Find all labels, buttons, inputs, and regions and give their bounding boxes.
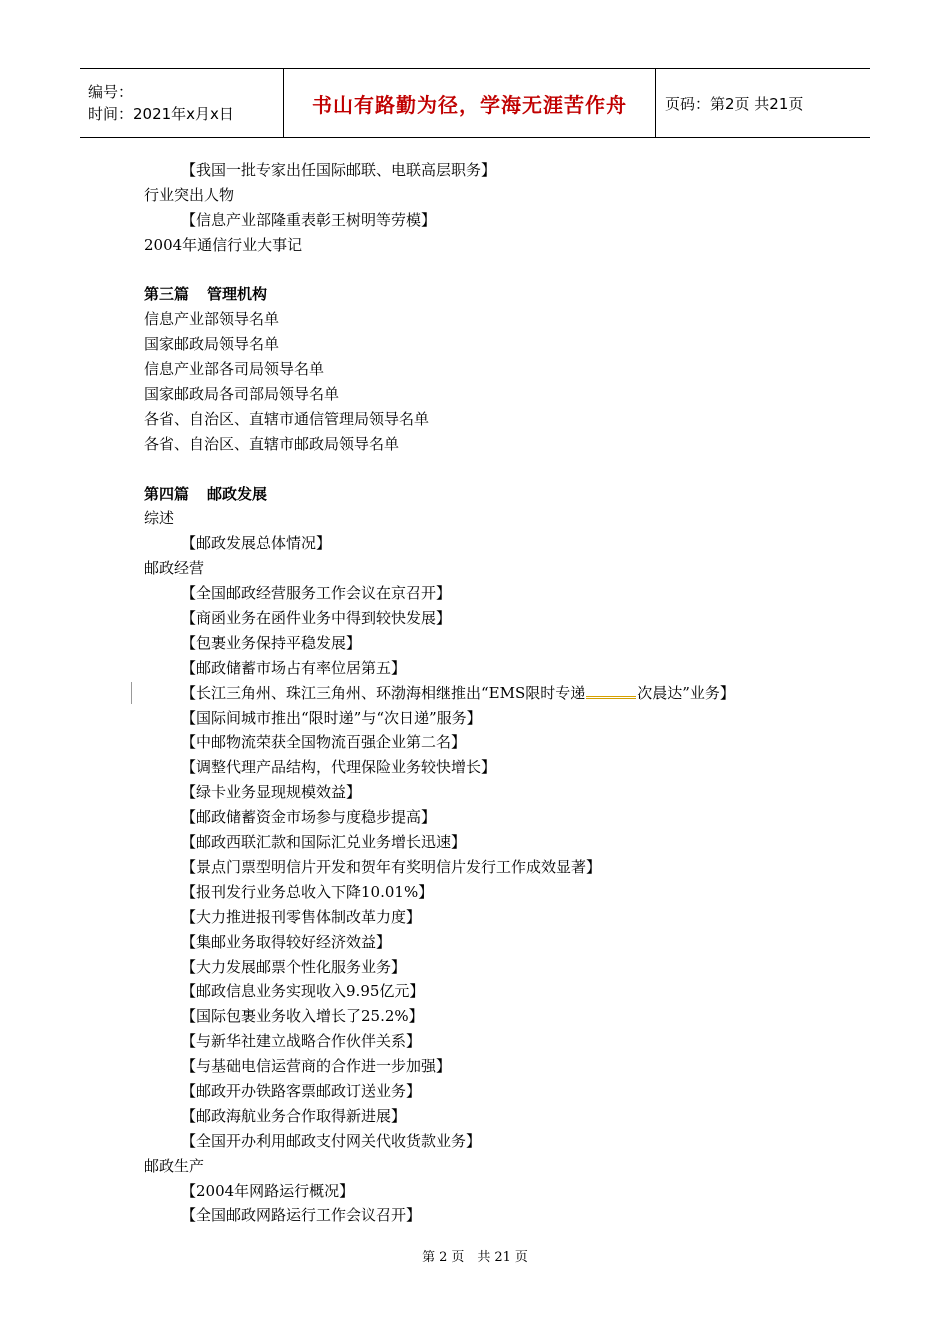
production-label: 邮政生产 [144, 1156, 205, 1175]
list-item: 【我国一批专家出任国际邮联、电联高层职务】 [181, 161, 497, 179]
footer-prefix: 第 [422, 1250, 436, 1265]
list-item: 【邮政西联汇款和国际汇兑业务增长迅速】 [181, 833, 467, 852]
blank-line [144, 457, 844, 482]
section3-title: 管理机构 [207, 285, 268, 304]
list-item: 【全国开办利用邮政支付网关代收货款业务】 [181, 1131, 482, 1150]
section4-title: 邮政发展 [207, 484, 268, 503]
list-item: 【与新华社建立战略合作伙伴关系】 [181, 1032, 422, 1051]
list-item: 【大力发展邮票个性化服务业务】 [181, 957, 407, 976]
list-item: 【景点门票型明信片开发和贺年有奖明信片发行工作成效显著】 [181, 857, 602, 876]
operation-label: 邮政经营 [144, 559, 205, 578]
list-item: 【信息产业部隆重表彰王树明等劳模】 [181, 210, 437, 229]
list-item: 【邮政储蓄资金市场参与度稳步提高】 [181, 808, 437, 827]
list-item: 【大力推进报刊零售体制改革力度】 [181, 907, 422, 926]
list-item: 【调整代理产品结构，代理保险业务较快增长】 [181, 758, 497, 777]
list-item: 【中邮物流荣获全国物流百强企业第二名】 [181, 733, 467, 752]
header-page-label: 页码：第2页 共21页 [665, 94, 804, 113]
footer-middle: 页 共 [451, 1250, 491, 1265]
header-page-cell [656, 69, 870, 137]
summary-list [144, 531, 844, 556]
list-item: 【与基础电信运营商的合作进一步加强】 [181, 1057, 452, 1076]
list-item: 【报刊发行业务总收入下降10.01%】 [181, 882, 434, 901]
footer-total-pages: 21 [494, 1250, 511, 1265]
production-list [144, 1179, 844, 1229]
list-item: 【邮政储蓄市场占有率位居第五】 [181, 658, 407, 677]
list-item: 国家邮政局领导名单 [144, 335, 280, 354]
list-item: 国家邮政局各司部局领导名单 [144, 385, 340, 404]
page-footer [0, 1246, 950, 1265]
list-item: 【全国邮政网路运行工作会议召开】 [181, 1206, 422, 1225]
list-item: 【邮政信息业务实现收入9.95亿元】 [181, 982, 425, 1001]
tracked-dash-mark [586, 688, 636, 699]
section4-heading [144, 482, 844, 507]
list-item: 各省、自治区、直辖市通信管理局领导名单 [144, 409, 430, 428]
list-item: 【包裹业务保持平稳发展】 [181, 633, 362, 652]
section3-heading [144, 282, 844, 307]
section4-part: 第四篇 [144, 484, 190, 503]
serial-label: 编号： [88, 83, 134, 101]
page-header [80, 68, 870, 138]
ems-text-before: 【长江三角州、珠江三角州、环渤海相继推出“EMS限时专递 [181, 683, 586, 702]
list-item: 【绿卡业务显现规模效益】 [181, 783, 362, 802]
blank-line [144, 258, 844, 283]
section3-list [144, 307, 844, 456]
revision-bar [131, 682, 132, 704]
list-item: 【邮政海航业务合作取得新进展】 [181, 1106, 407, 1125]
list-item: 2004年通信行业大事记 [144, 235, 303, 254]
list-item: 【国际间城市推出“限时递”与“次日递”服务】 [181, 708, 482, 727]
document-body [144, 158, 844, 1228]
list-item: 【商函业务在函件业务中得到较快发展】 [181, 609, 452, 628]
summary-label: 综述 [144, 509, 175, 528]
list-item: 【集邮业务取得较好经济效益】 [181, 932, 392, 951]
list-item: 行业突出人物 [144, 185, 235, 204]
ems-list-item [144, 681, 844, 706]
operation-list-a [144, 581, 844, 681]
header-motto: 书山有路勤为径，学海无涯苦作舟 [312, 92, 627, 117]
list-item: 【国际包裹业务收入增长了25.2%】 [181, 1007, 424, 1026]
operation-list-b [144, 706, 844, 1154]
footer-page-number: 2 [439, 1250, 448, 1265]
section3-part: 第三篇 [144, 285, 190, 304]
list-item: 【全国邮政经营服务工作会议在京召开】 [181, 584, 452, 603]
list-item: 【邮政开办铁路客票邮政订送业务】 [181, 1081, 422, 1100]
time-label: 时间：2021年x月x日 [88, 105, 234, 123]
footer-suffix: 页 [514, 1250, 528, 1265]
header-motto-cell [283, 69, 656, 137]
list-item: 【邮政发展总体情况】 [181, 534, 332, 553]
list-item: 各省、自治区、直辖市邮政局领导名单 [144, 434, 400, 453]
header-meta [80, 69, 283, 137]
ems-text-after: 次晨达”业务】 [637, 683, 735, 702]
block-industry-people [144, 158, 844, 258]
list-item: 【2004年网路运行概况】 [181, 1181, 355, 1200]
list-item: 信息产业部领导名单 [144, 310, 280, 329]
list-item: 信息产业部各司局领导名单 [144, 360, 325, 379]
